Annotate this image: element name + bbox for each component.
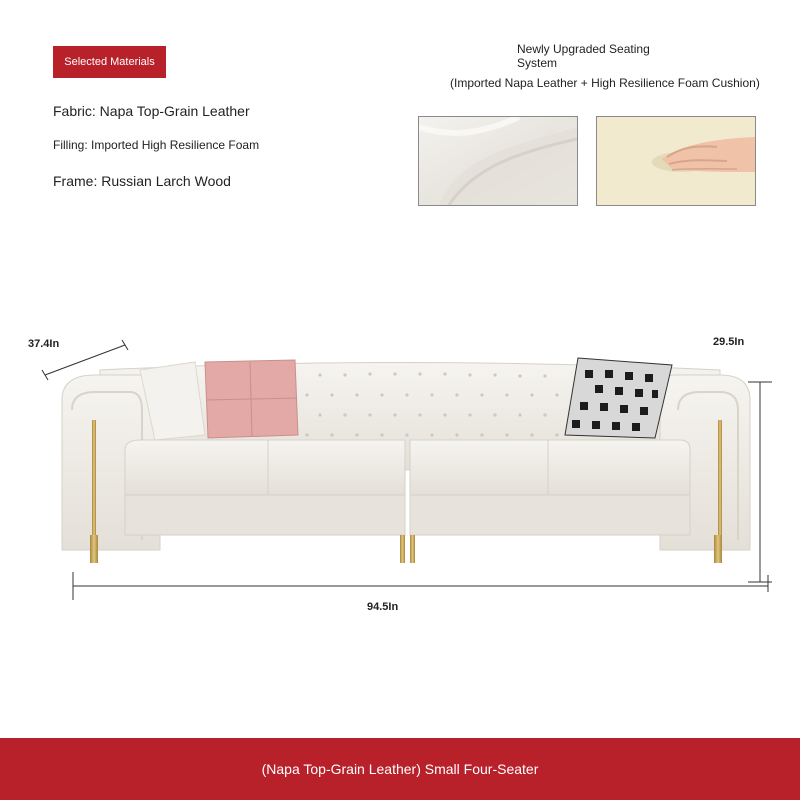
seating-system-title: Newly Upgraded Seating System <box>517 42 650 70</box>
spec-fabric: Fabric: Napa Top-Grain Leather <box>53 103 250 119</box>
foam-swatch-image <box>596 116 756 206</box>
height-dimension-label: 29.5In <box>713 336 745 348</box>
product-caption: (Napa Top-Grain Leather) Small Four-Seater <box>261 761 539 777</box>
spec-frame: Frame: Russian Larch Wood <box>53 173 231 189</box>
leather-swatch-image <box>418 116 578 206</box>
selected-materials-badge: Selected Materials <box>53 46 166 78</box>
spec-filling: Filling: Imported High Resilience Foam <box>53 138 260 152</box>
depth-dimension-label: 37.4In <box>28 338 60 350</box>
width-dimension-label: 94.5In <box>367 601 399 613</box>
sofa-illustration <box>0 330 800 610</box>
seating-system-subtitle: (Imported Napa Leather + High Resilience Foam Cushion) <box>450 76 760 90</box>
product-caption-banner <box>0 738 800 800</box>
